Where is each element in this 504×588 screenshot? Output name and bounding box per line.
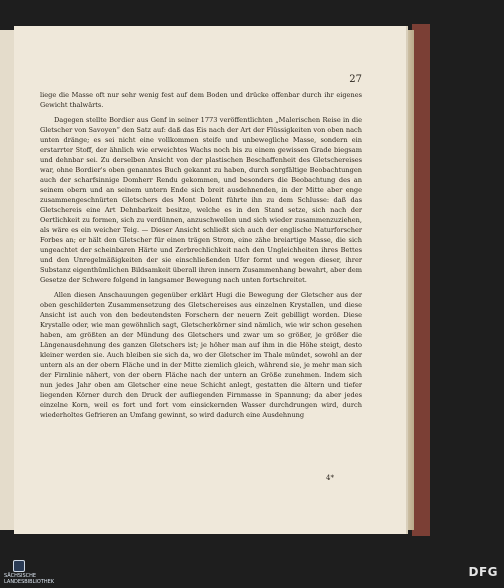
paragraph-1: liege die Masse oft nur sehr wenig fest auf dem Boden und drücke offenbar durch ihr eigenes Gewicht thalwärts. — [40, 91, 362, 109]
book-cover-edge — [412, 24, 430, 536]
paragraph-3: Allen diesen Anschauungen gegenüber erklärt Hugi die Bewegung der Gletscher aus der oben geschilderten Zusammensetzung des Gletschereises aus einzelnen Krystallen, und diese Ansicht ist auch von den bedeutendsten Forschern der neuern Zeit gebilligt worden. Diese Krystalle oder, wie man gewöhnlich sagt, Gletscherkörner sind nämlich, wie wir schon gesehen haben, am größten an der Mündung des Gletschers und zwar um so größer, je größer die Längenausdehnung des ganzen Gletschers ist; je höher man auf ihm in die Höhe steigt, desto kleiner werden sie. Auch bleiben sie sich da, wo der Gletscher im Thale mündet, sowohl an der untern als an der obern Fläche und in der Mitte ziemlich gleich, während sie, je mehr man sich der Firnlinie nähert, von der obern Fläche nach der untern an Größe zunehmen. Indem sich nun jedes Jahr oben am Gletscher eine neue Schicht anlegt, gestatten die ältern und tiefer liegenden Körner durch den Druck der aufliegenden Firnmasse in Spannung; da aber jedes einzelne Korn, weil es fort und fort vom einsickernden Wasser durchdrungen wird, durch wiederholtes Gefrieren an Umfang gewinnt, so wird dadurch eine Ausdehnung — [40, 291, 362, 419]
paragraph-2: Dagegen stellte Bordier aus Genf in seiner 1773 veröffentlichten „Malerischen Reise in die Gletscher von Savoyen“ den Satz auf: daß das Eis nach der Art der Flüssigkeiten von oben nach unten dränge; es sei nicht eine vollkommen steife und unbewegliche Masse, sondern ein erstarrter Stoff, der ähnlich wie erweichtes Wachs noch bis zu einem gewissen Grade biegsam und dehnbar sei. Zu derselben Ansicht von der plastischen Beschaffenheit des Gletschereises war, ohne Bordier's oben genanntes Buch gekannt zu haben, durch sorgfältige Beobachtungen auch der scharfsinnige Domherr Rendu gekommen, und besonders die Beobachtung des an seinem obern und an seinem untern Ende sich breit ausdehnenden, in der Mitte aber enge zusammengeschnürten Gletschers des Mont Dolent führte ihn zu dem Schlusse: daß das Gletschereis eine Art Dehnbarkeit besitze, welche es in den Stand setze, sich nach der Oertlichkeit zu formen, sich zu verdünnen, anzuschwellen und sich wieder zusammenzuziehen, als wäre es ein weicher Teig. — Dieser Ansicht schließt sich auch der englische Naturforscher Forbes an; er hält den Gletscher für einen trägen Strom, eine zähe breiartige Masse, die sich ungeachtet der scheinbaren Härte und Zerbrechlichkeit nach den Ungleichheiten ihres Bettes und den Unregelmäßigkeiten der sie einschließenden Ufer formt und wegen dieser, ihrer Substanz eigenthümlichen Bildsamkeit überall ihren innern Zusammenhang bewahrt, aber dem Gesetze der Schwere folgend in langsamer Bewegung nach unten fortschreitet. — [40, 116, 362, 284]
library-logo-text: SÄCHSISCHE LANDESBIBLIOTHEK — [4, 573, 55, 585]
page-number: 27 — [349, 74, 362, 85]
facing-page-edge — [0, 30, 15, 530]
signature-mark: 4* — [326, 474, 334, 482]
page-header — [40, 74, 362, 85]
library-crest-icon — [13, 560, 25, 572]
dfg-logo: DFG — [468, 565, 498, 579]
body-text — [40, 90, 362, 420]
library-logo — [4, 560, 55, 586]
